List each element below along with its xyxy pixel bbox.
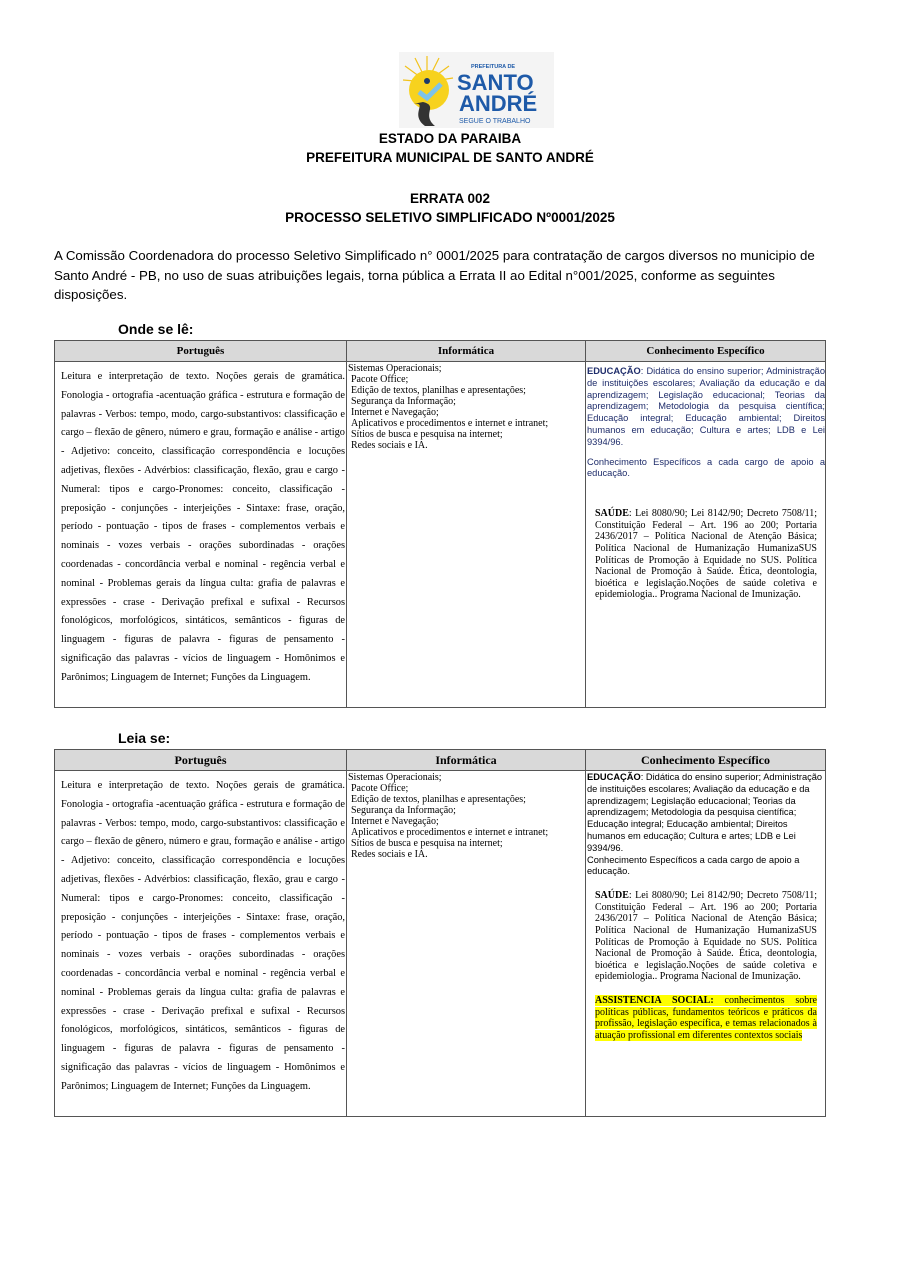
- assistencia-social-block: [595, 995, 817, 1041]
- header-conhecimento: Conhecimento Específico: [586, 341, 826, 362]
- portugues-content: Leitura e interpretação de texto. Noções gerais de gramática. Fonologia - ortografia -acentuação gráfica - estrutura e formação de palavras - Verbos: tempo, modo, cargo-substantivos: classificação e cargo – flexão de gênero, número e grau, formação e análise - artigo - Adjetivo: conceito, classificação correspondência e locuções adjetivas, flexões - Advérbios: classificação, flexão, grau e cargo - Numeral: tipos e cargo-Pronomes: conceito, classificação - preposição - conjunções - interjeições - Sintaxe: frase, oração, período - pontuação - tipos de frases - complementos verbais e nominais - vozes verbais - orações subordinadas - orações coordenadas - concordância verbal e nominal - regência verbal e nominal - Problemas gerais da língua culta: grafia de palavras e expressões - crase - Derivação prefixal e sufixal - Recursos fonológicos, morfológicos, sintáticos, semânticos - figuras de linguagem - figuras de palavra - figuras de pensamento - significação das palavras - vícios de linguagem - Homônimos e Parônimos; Linguagem de Internet; Funções da Linguagem.: [55, 771, 347, 1117]
- informatica-item: Segurança da Informação;: [351, 805, 456, 816]
- saude-label: SAÚDE: [595, 890, 629, 902]
- process-title: PROCESSO SELETIVO SIMPLIFICADO Nº0001/2025: [285, 210, 615, 225]
- prefeitura-logo: [399, 52, 554, 128]
- table-header-row: [55, 341, 826, 362]
- informatica-item: Edição de textos, planilhas e apresentações;: [351, 385, 526, 396]
- prefecture-title: PREFEITURA MUNICIPAL DE SANTO ANDRÉ: [306, 150, 594, 165]
- informatica-content: [347, 362, 586, 708]
- saude-block: [595, 508, 817, 601]
- informatica-item: Pacote Office;: [351, 783, 409, 794]
- header-portugues: Português: [55, 341, 347, 362]
- educacao-text: : Didática do ensino superior; Administração de instituições escolares; Avaliação da educação e da aprendizagem; Legislação educacional; Teorias da aprendizagem; Metodologia da pesquisa científica; Educação integral; Educação ambiental; Direitos humanos em educação; Cultura e artes; LDB e Lei 9394/96.: [587, 772, 823, 853]
- conhecimento-content: [586, 362, 826, 708]
- header-portugues: Português: [55, 750, 347, 771]
- table-row: [55, 362, 826, 708]
- logo-name-line2: ANDRÉ: [459, 91, 538, 116]
- saude-block: [595, 890, 817, 983]
- informatica-item: Aplicativos e procedimentos e internet e intranet;: [351, 827, 549, 838]
- header-informatica: Informática: [347, 750, 586, 771]
- saude-text: : Lei 8080/90; Lei 8142/90; Decreto 7508/11; Constituição Federal – Art. 196 ao 200; Portaria 2436/2017 – Política Nacional de Atenção Básica; Política Nacional de Humanização HumanizaSUS Políticas de Promoção à Equidade no SUS. Política Nacional de Promoção à Saúde. Ética, deontologia, bioética e legislação.Noções de saúde coletiva e epidemiologia.. Programa Nacional de Imunização.: [595, 890, 817, 983]
- section-label-leia-se: Leia se:: [118, 730, 171, 746]
- educacao-label: EDUCAÇÃO: [587, 366, 641, 376]
- informatica-item: Internet e Navegação;: [351, 816, 439, 827]
- informatica-item: Pacote Office;: [351, 374, 409, 385]
- logo-top-text: PREFEITURA DE: [471, 64, 516, 70]
- conhecimento-content: [586, 771, 826, 1117]
- table-header-row: [55, 750, 826, 771]
- header-informatica: Informática: [347, 341, 586, 362]
- section-label-onde-se-le: Onde se lê:: [118, 321, 194, 337]
- informatica-item: Sítios de busca e pesquisa na internet;: [351, 838, 503, 849]
- logo-slogan: SEGUE O TRABALHO: [459, 118, 531, 125]
- intro-paragraph: A Comissão Coordenadora do processo Seletivo Simplificado n° 0001/2025 para contratação de cargos diversos no municipio de Santo André - PB, no uso de suas atribuições legais, torna pública a Errata II ao Edital n°001/2025, conforme as seguintes disposições.: [54, 248, 815, 302]
- informatica-item: Segurança da Informação;: [351, 396, 456, 407]
- state-title: ESTADO DA PARAIBA: [378, 131, 522, 146]
- logo-name-line1: SANTO: [457, 70, 534, 95]
- errata-title: ERRATA 002: [409, 191, 491, 206]
- informatica-item: Redes sociais e IA.: [351, 849, 428, 860]
- informatica-item: Aplicativos e procedimentos e internet e intranet;: [351, 418, 549, 429]
- assistencia-text: conhecimentos sobre políticas públicas, fundamentos teóricos e práticos da profissão, legislação específica, e temas relacionados à atuação profissional em diferentes contextos sociais: [595, 994, 817, 1041]
- assistencia-label: ASSISTENCIA SOCIAL:: [595, 994, 714, 1006]
- table-row: [55, 771, 826, 1117]
- saude-label: SAÚDE: [595, 508, 629, 520]
- educacao-block: [587, 772, 825, 878]
- informatica-item: Edição de textos, planilhas e apresentações;: [351, 794, 526, 805]
- informatica-item: Sistemas Operacionais;: [348, 363, 442, 374]
- informatica-item: Sistemas Operacionais;: [348, 772, 442, 783]
- educacao-apoio: Conhecimento Específicos a cada cargo de apoio a educação.: [587, 456, 825, 479]
- informatica-item: Redes sociais e IA.: [351, 440, 428, 451]
- portugues-content: Leitura e interpretação de texto. Noções gerais de gramática. Fonologia - ortografia -acentuação gráfica - estrutura e formação de palavras - Verbos: tempo, modo, cargo-substantivos: classificação e cargo – flexão de gênero, número e grau, formação e análise - artigo - Adjetivo: conceito, classificação correspondência e locuções adjetivas, flexões - Advérbios: classificação, flexão, grau e cargo - Numeral: tipos e cargo-Pronomes: conceito, classificação - preposição - conjunções - interjeições - Sintaxe: frase, oração, período - pontuação - tipos de frases - complementos verbais e nominais - vozes verbais - orações subordinadas - orações coordenadas - concordância verbal e nominal - regência verbal e nominal - Problemas gerais da língua culta: grafia de palavras e expressões - crase - Derivação prefixal e sufixal - Recursos fonológicos, morfológicos, sintáticos, semânticos - figuras de linguagem - figuras de palavra - figuras de pensamento - significação das palavras - vícios de linguagem - Homônimos e Parônimos; Linguagem de Internet; Funções da Linguagem.: [55, 362, 347, 708]
- educacao-label: EDUCAÇÃO: [587, 772, 641, 782]
- educacao-apoio: Conhecimento Específicos a cada cargo de apoio a educação.: [587, 854, 800, 877]
- header-conhecimento: Conhecimento Específico: [586, 750, 826, 771]
- educacao-text: : Didática do ensino superior; Administração de instituições escolares; Avaliação da educação e da aprendizagem; Legislação educacional; Teorias da aprendizagem; Metodologia da pesquisa científica; Educação integral; Educação ambiental; Direitos humanos em educação; Cultura e artes; LDB e Lei 9394/96.: [587, 366, 825, 447]
- saude-text: : Lei 8080/90; Lei 8142/90; Decreto 7508/11; Constituição Federal – Art. 196 ao 200; Portaria 2436/2017 – Política Nacional de Atenção Básica; Política Nacional de Humanização HumanizaSUS Políticas de Promoção à Equidade no SUS. Política Nacional de Promoção à Saúde. Ética, deontologia, bioética e legislação.Noções de saúde coletiva e epidemiologia.. Programa Nacional de Imunização.: [595, 508, 817, 601]
- informatica-content: [347, 771, 586, 1117]
- table-leia-se: [54, 749, 826, 1117]
- informatica-item: Internet e Navegação;: [351, 407, 439, 418]
- informatica-item: Sítios de busca e pesquisa na internet;: [351, 429, 503, 440]
- table-onde-se-le: [54, 340, 826, 708]
- educacao-block: [587, 366, 825, 480]
